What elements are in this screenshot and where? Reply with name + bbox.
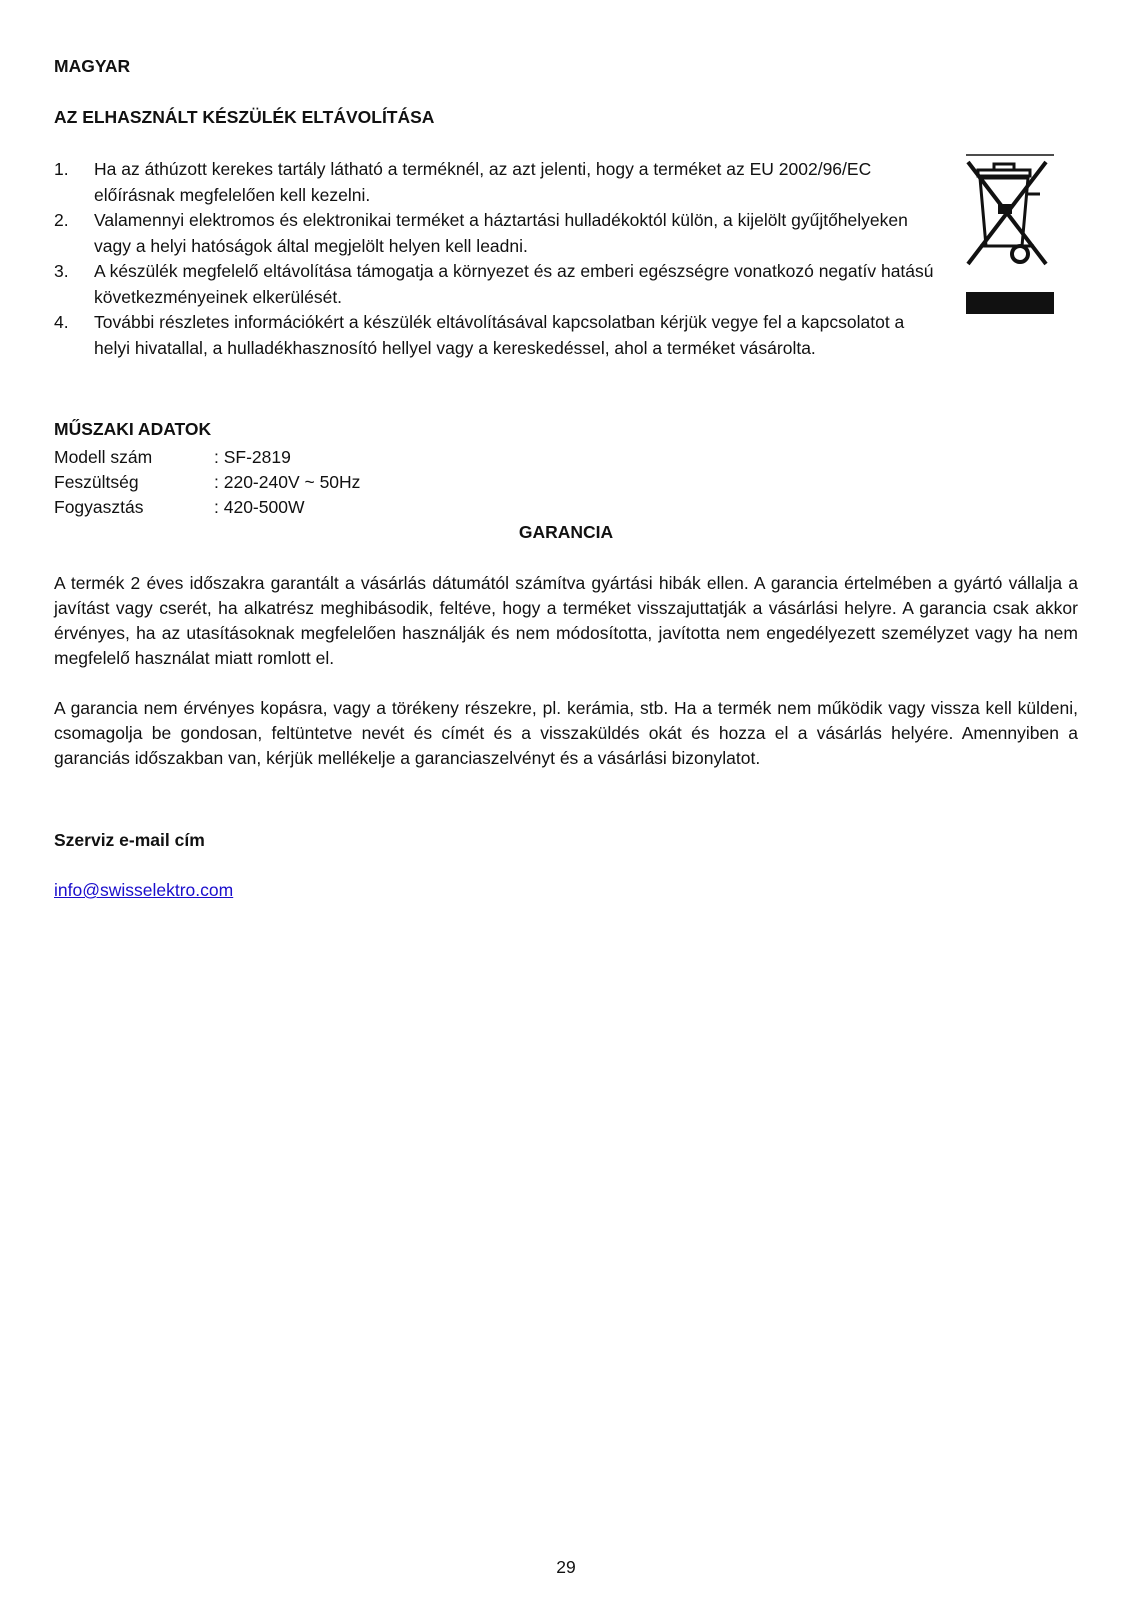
page-number: 29 [556, 1557, 576, 1577]
list-item-number: 4. [54, 312, 69, 332]
language-heading: MAGYAR [54, 56, 131, 76]
disposal-list [54, 157, 934, 361]
service-email-link[interactable]: info@swisselektro.com [54, 880, 234, 900]
list-item-number: 3. [54, 261, 69, 281]
list-item-number: 1. [54, 159, 69, 179]
spec-label: Fogyasztás [54, 497, 144, 517]
spec-value: : 420-500W [214, 497, 305, 517]
warranty-paragraph-2: A garancia nem érvényes kopásra, vagy a törékeny részekre, pl. kerámia, stb. Ha a termék nem működik vagy vissza kell küldeni, csomagolja be gondosan, feltüntetve nevét és címét és a visszaküldés okát és hozza el a vásárlás helyére. Amennyiben a garanciás időszakban van, kérjük mellékelje a garanciaszelvényt és a vásárlási bizonylatot. [54, 698, 1078, 768]
warranty-paragraph-1: A termék 2 éves időszakra garantált a vásárlás dátumától számítva gyártási hibák ellen. A garancia értelmében a gyártó vállalja a javítást vagy cserét, ha alkatrész meghibásodik, feltéve, hogy a terméket visszajuttatják a vásárlási helyre. A garancia csak akkor érvényes, ha az utasításoknak megfelelően használják és nem módosította, javította nem engedélyezett személyzet vagy ha nem megfelelő használat miatt romlott el. [54, 573, 1078, 668]
disposal-heading: AZ ELHASZNÁLT KÉSZÜLÉK ELTÁVOLÍTÁSA [54, 107, 435, 127]
spec-label: Feszültség [54, 472, 139, 492]
warranty-heading: GARANCIA [518, 522, 614, 542]
list-item-text: További részletes információkért a készülék eltávolításával kapcsolatban kérjük vegye fel a kapcsolatot a helyi hivatallal, a hulladékhasznosító hellyel vagy a kereskedéssel, ahol a terméket vásárolta. [94, 312, 905, 358]
list-item-text: Valamennyi elektromos és elektronikai terméket a háztartási hulladékoktól külön, a kijelölt gyűjtőhelyeken vagy a helyi hatóságok által megjelölt helyen kell leadni. [94, 210, 908, 256]
list-item-number: 2. [54, 210, 69, 230]
spec-row [54, 470, 554, 495]
list-item [54, 208, 934, 259]
list-item [54, 157, 934, 208]
spec-row [54, 495, 554, 520]
crossed-out-wheelie-bin-icon [964, 154, 1056, 322]
service-heading: Szerviz e-mail cím [54, 830, 205, 850]
tech-heading: MŰSZAKI ADATOK [54, 419, 212, 439]
list-item [54, 310, 934, 361]
list-item [54, 259, 934, 310]
list-item-text: A készülék megfelelő eltávolítása támogatja a környezet és az emberi egészségre vonatkozó negatív hatású következményeinek elkerülését. [94, 261, 934, 307]
spec-row [54, 445, 554, 470]
spec-label: Modell szám [54, 447, 153, 467]
spec-value: : 220-240V ~ 50Hz [214, 472, 361, 492]
list-item-text: Ha az áthúzott kerekes tartály látható a terméknél, az azt jelenti, hogy a terméket az EU 2002/96/EC előírásnak megfelelően kell kezelni. [94, 159, 872, 205]
spec-value: : SF-2819 [214, 447, 291, 467]
